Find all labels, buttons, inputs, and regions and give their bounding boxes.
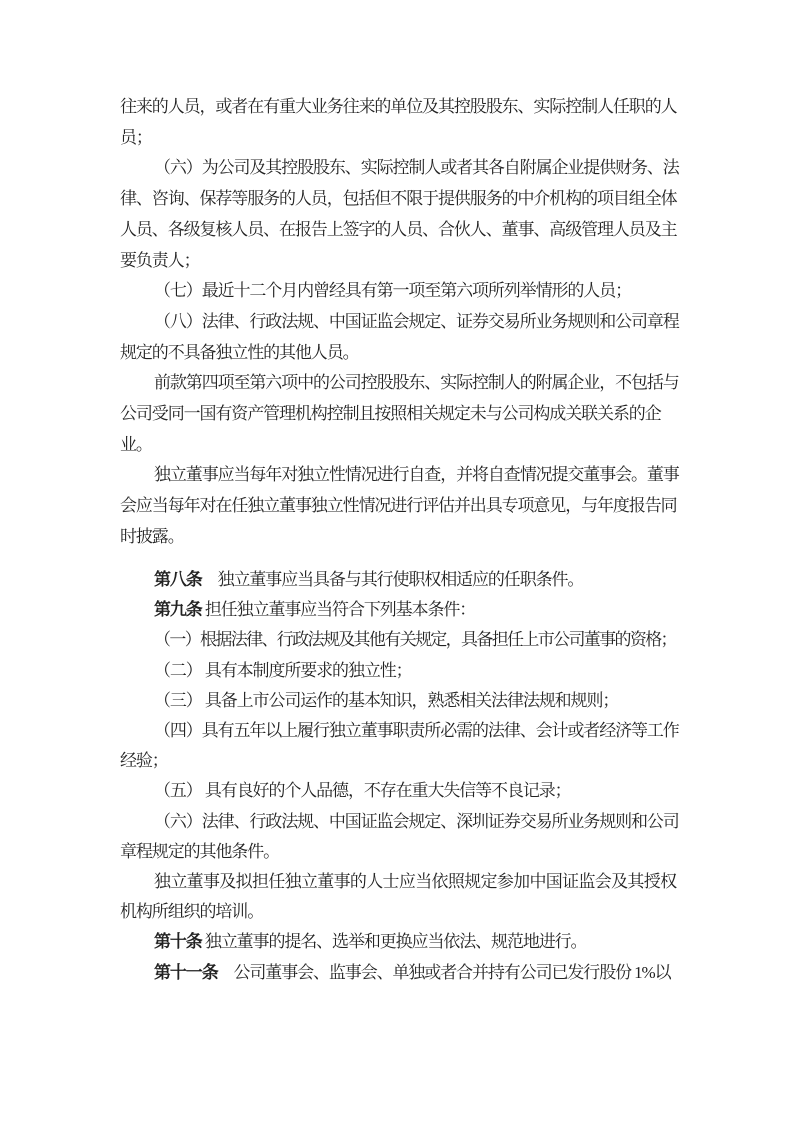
- text-line: 规定的不具备独立性的其他人员。: [120, 342, 359, 362]
- text-line: 经验；: [120, 751, 168, 771]
- text-line: 业。: [120, 434, 152, 454]
- text-line: 会应当每年对在任独立董事独立性情况进行评估并出具专项意见，与年度报告同: [120, 496, 677, 516]
- article-number: 第十一条: [154, 962, 218, 982]
- text-line: 第十一条 公司董事会、监事会、单独或者合并持有公司已发行股份 1%以: [154, 962, 671, 982]
- text-line: （三） 具备上市公司运作的基本知识，熟悉相关法律法规和规则；: [154, 690, 619, 710]
- text-line: （五） 具有良好的个人品德，不存在重大失信等不良记录；: [154, 781, 571, 801]
- text-line: （六）法律、行政法规、中国证监会规定、深圳证券交易所业务规则和公司: [154, 811, 679, 831]
- text-line: （二） 具有本制度所要求的独立性；: [154, 660, 412, 680]
- text-line: 机构所组织的培训。: [120, 902, 264, 922]
- text-line: 第十条 独立董事的提名、选举和更换应当依法、规范地进行。: [154, 932, 587, 952]
- text-line: 独立董事应当每年对独立性情况进行自查，并将自查情况提交董事会。董事: [154, 465, 679, 485]
- text-line: 往来的人员，或者在有重大业务往来的单位及其控股股东、实际控制人任职的人: [120, 97, 677, 116]
- text-line: 第八条 独立董事应当具备与其行使职权相适应的任职条件。: [154, 570, 584, 589]
- text-column-lower: [120, 565, 679, 988]
- text-line: （一）根据法律、行政法规及其他有关规定，具备担任上市公司董事的资格；: [154, 630, 676, 650]
- text-line: 律、咨询、保荐等服务的人员，包括但不限于提供服务的中介机构的项目组全体: [120, 189, 677, 209]
- text-line: 公司受同一国有资产管理机构控制且按照相关规定未与公司构成关联关系的企: [120, 404, 661, 424]
- text-line: （八）法律、行政法规、中国证监会规定、证券交易所业务规则和公司章程: [154, 311, 679, 331]
- text-line: 第九条 担任独立董事应当符合下列基本条件：: [154, 600, 476, 620]
- article-number: 第九条: [154, 600, 202, 620]
- text-line: （六）为公司及其控股股东、实际控制人或者其各自附属企业提供财务、法: [154, 158, 679, 178]
- text-line: 章程规定的其他条件。: [120, 841, 279, 861]
- text-line: 时披露。: [120, 526, 184, 546]
- text-line: 独立董事及拟担任独立董事的人士应当依照规定参加中国证监会及其授权: [154, 872, 676, 892]
- text-line: （七）最近十二个月内曾经具有第一项至第六项所列举情形的人员；: [154, 281, 631, 301]
- text-column-upper: [120, 92, 679, 553]
- text-line: （四）具有五年以上履行独立董事职责所必需的法律、会计或者经济等工作: [154, 721, 679, 741]
- text-line: 人员、各级复核人员、在报告上签字的人员、合伙人、董事、高级管理人员及主: [120, 219, 677, 239]
- text-line: 要负责人；: [120, 250, 200, 270]
- article-number: 第八条: [154, 570, 202, 589]
- text-line: 员；: [120, 127, 152, 147]
- article-number: 第十条: [154, 932, 202, 952]
- text-line: 前款第四项至第六项中的公司控股股东、实际控制人的附属企业，不包括与: [154, 373, 679, 393]
